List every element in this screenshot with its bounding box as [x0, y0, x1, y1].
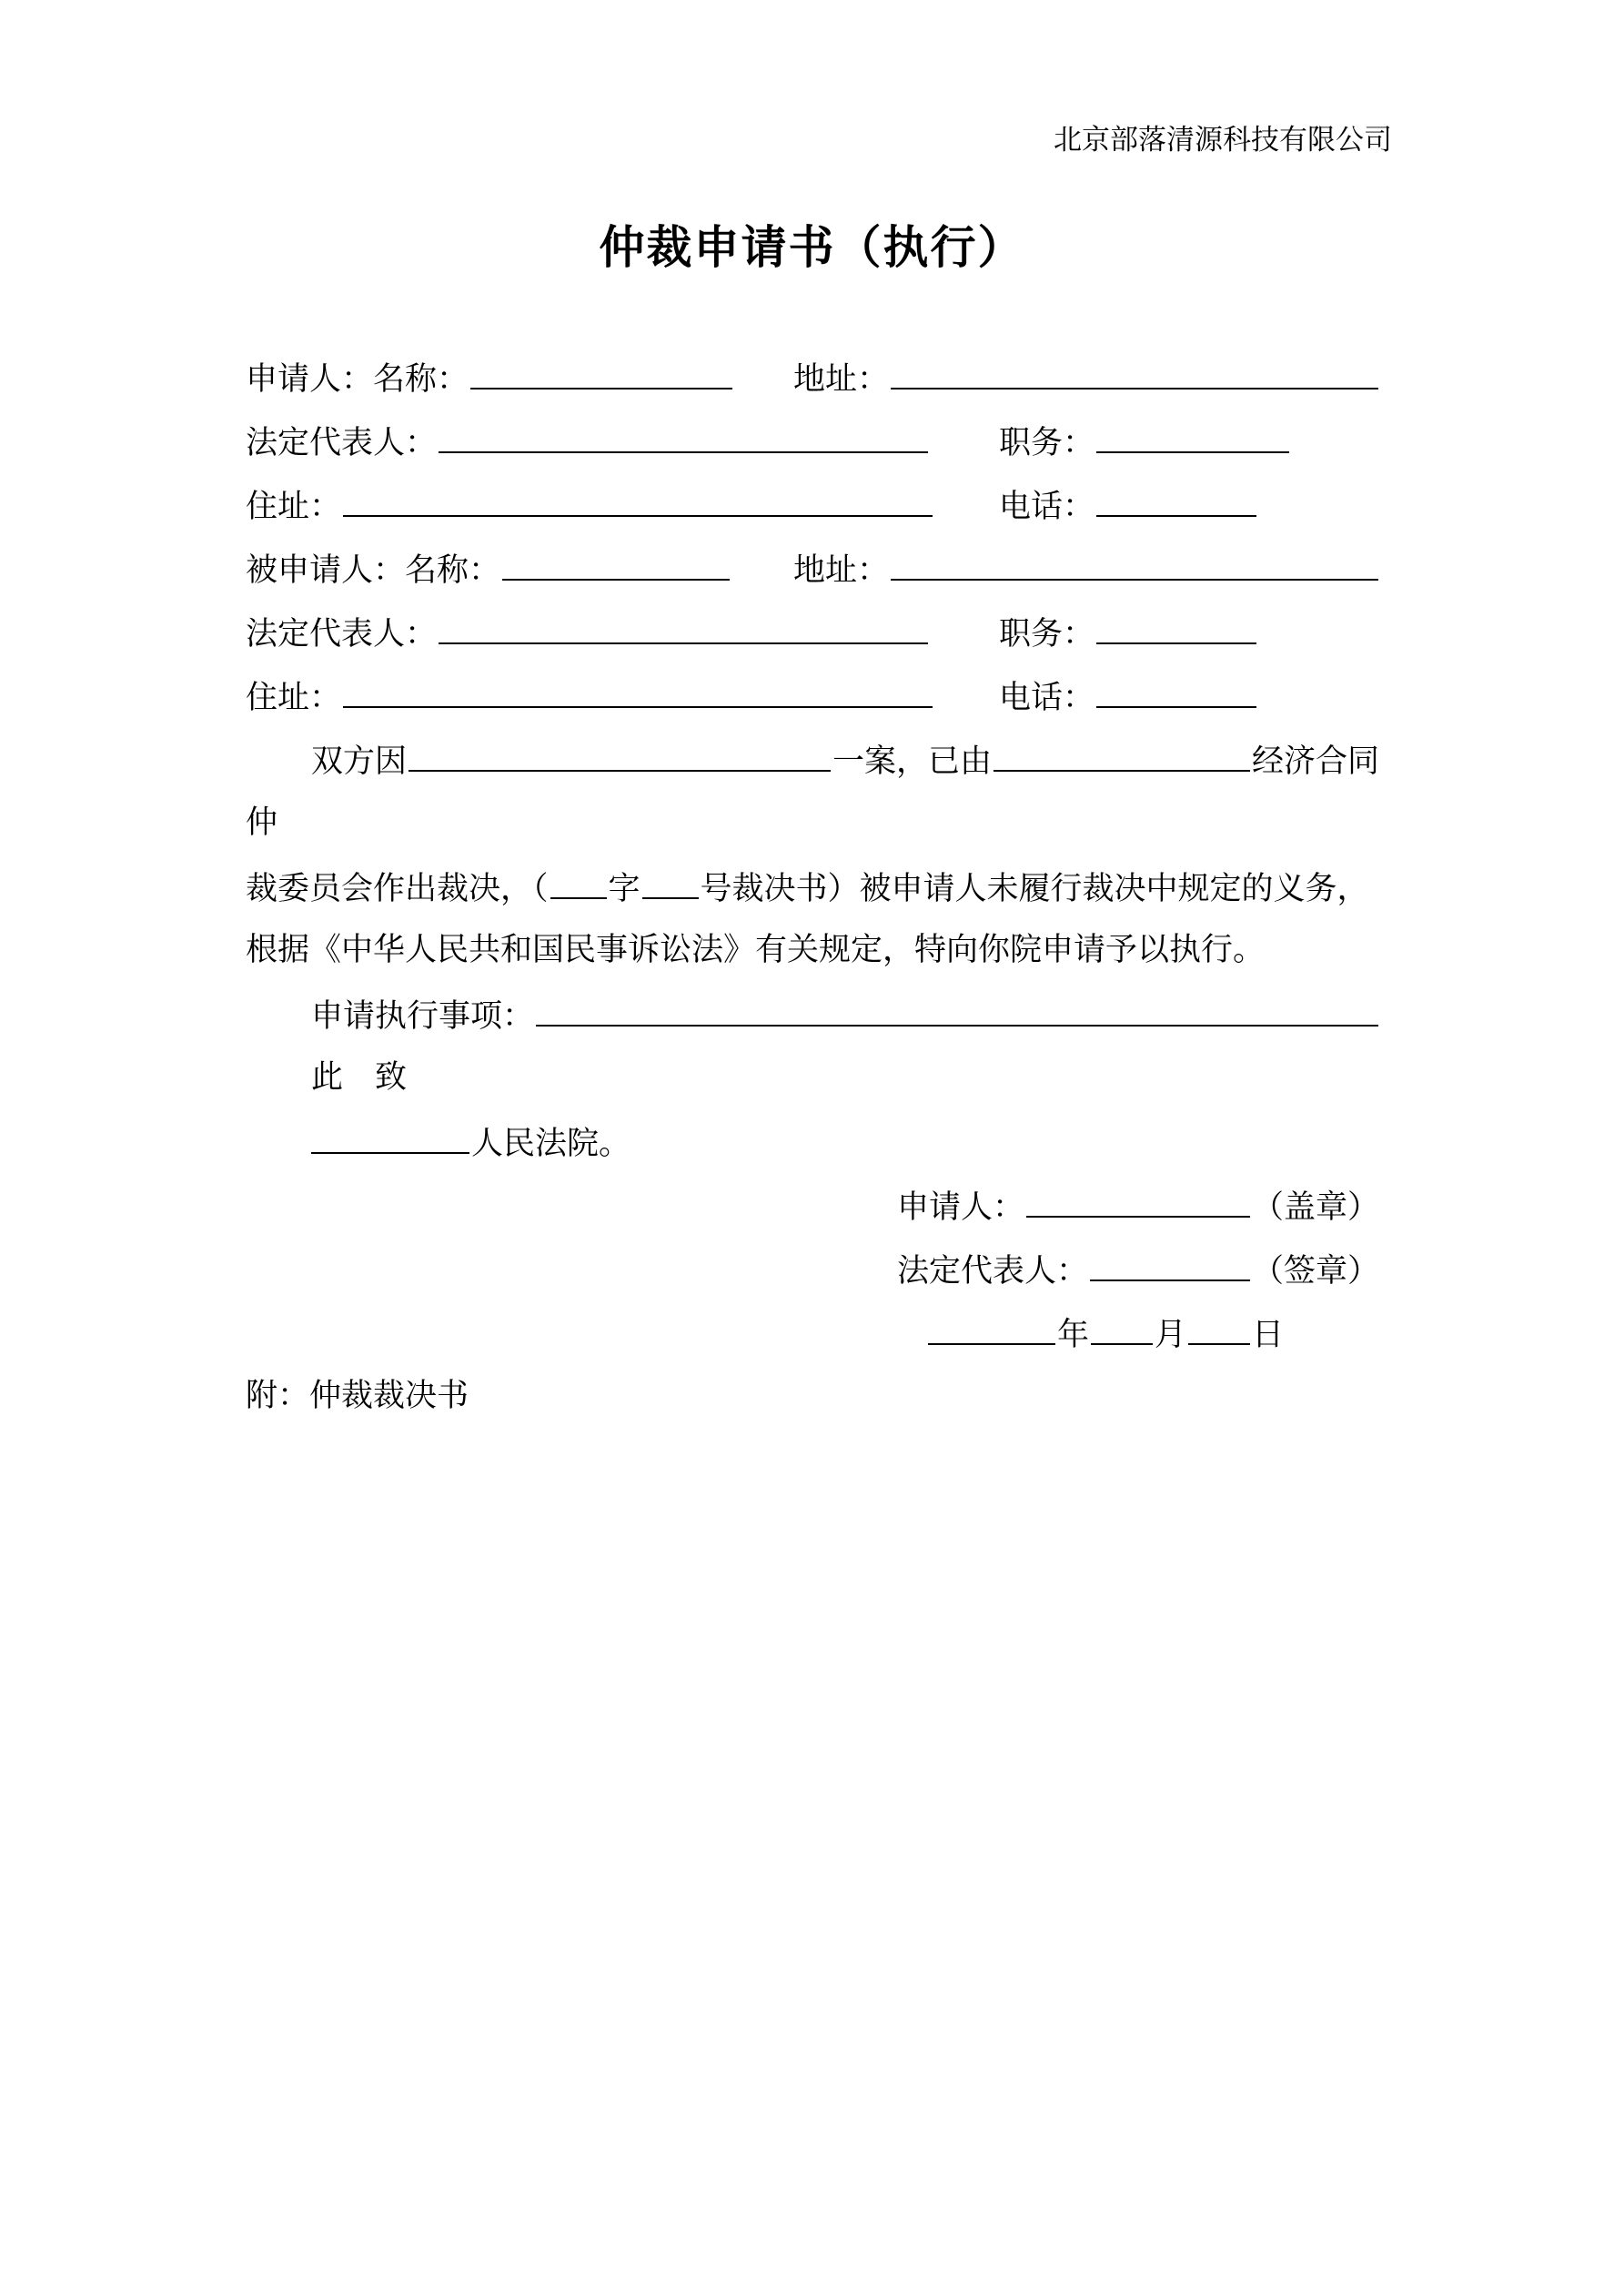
p1-case: 一案，已由 — [832, 743, 993, 780]
respondent-legal-rep-label: 法定代表人： — [246, 616, 438, 652]
p2-rest: 号裁决书）被申请人未履行裁决中规定的义务， — [700, 871, 1369, 907]
applicant-position-field[interactable] — [1096, 420, 1289, 453]
respondent-address-row — [793, 548, 1380, 591]
date-row — [928, 1312, 1284, 1355]
award-number-field[interactable] — [642, 866, 699, 899]
respondent-legal-rep-field[interactable] — [439, 612, 928, 644]
execution-matters-field[interactable] — [536, 994, 1378, 1027]
applicant-legal-rep-field[interactable] — [439, 420, 928, 453]
applicant-legal-rep-row — [246, 420, 930, 463]
signature-legal-rep-label: 法定代表人： — [897, 1253, 1089, 1290]
applicant-legal-rep-label: 法定代表人： — [246, 425, 438, 461]
applicant-address-field[interactable] — [891, 357, 1378, 389]
respondent-name-row — [246, 548, 731, 591]
applicant-residence-row — [246, 484, 934, 527]
company-name: 北京部落清源科技有限公司 — [1054, 124, 1392, 157]
signature-applicant-row — [897, 1185, 1379, 1228]
p2-zi: 字 — [608, 871, 641, 907]
p2-start: 裁委员会作出裁决，（ — [246, 871, 549, 907]
applicant-name-row — [246, 357, 734, 400]
applicant-name-label: 申请人：名称： — [246, 361, 469, 398]
respondent-position-label: 职务： — [999, 616, 1095, 652]
respondent-residence-row — [246, 675, 934, 718]
attachment-note: 附：仲裁裁决书 — [246, 1378, 469, 1414]
award-character-field[interactable] — [550, 866, 607, 899]
body-paragraph-2 — [246, 866, 1369, 909]
case-field[interactable] — [409, 739, 831, 772]
respondent-legal-rep-row — [246, 612, 930, 654]
p1-start: 双方因 — [311, 743, 408, 780]
respondent-name-label: 被申请人：名称： — [246, 552, 501, 589]
respondent-address-field[interactable] — [891, 548, 1378, 581]
p1-contract: 经济合同 — [1252, 743, 1380, 780]
applicant-residence-field[interactable] — [343, 484, 933, 517]
respondent-residence-label: 住址： — [246, 680, 342, 716]
signature-legal-rep-row — [897, 1249, 1379, 1291]
sign-note: （签章） — [1252, 1253, 1380, 1290]
applicant-residence-label: 住址： — [246, 489, 342, 525]
body-paragraph-1-wrap: 仲 — [246, 804, 278, 841]
execution-matters-label: 申请执行事项： — [311, 998, 535, 1035]
respondent-residence-field[interactable] — [343, 675, 933, 708]
court-suffix: 人民法院。 — [471, 1126, 631, 1162]
month-field[interactable] — [1091, 1312, 1153, 1345]
day-field[interactable] — [1188, 1312, 1250, 1345]
respondent-phone-label: 电话： — [999, 680, 1095, 716]
applicant-position-row — [999, 420, 1291, 463]
respondent-name-field[interactable] — [502, 548, 730, 581]
seal-note: （盖章） — [1252, 1189, 1380, 1226]
applicant-position-label: 职务： — [999, 425, 1095, 461]
respondent-phone-field[interactable] — [1096, 675, 1256, 708]
year-label: 年 — [1057, 1317, 1090, 1353]
month-label: 月 — [1155, 1317, 1187, 1353]
year-field[interactable] — [928, 1312, 1055, 1345]
body-paragraph-1 — [311, 739, 1379, 782]
respondent-address-label: 地址： — [793, 552, 890, 589]
applicant-name-field[interactable] — [470, 357, 732, 389]
applicant-phone-label: 电话： — [999, 489, 1095, 525]
applicant-phone-row — [999, 484, 1258, 527]
closing-salutation: 此 致 — [311, 1059, 408, 1096]
applicant-phone-field[interactable] — [1096, 484, 1256, 517]
court-row — [311, 1121, 630, 1164]
applicant-address-label: 地址： — [793, 361, 890, 398]
applicant-address-row — [793, 357, 1380, 400]
arbitration-committee-field[interactable] — [994, 739, 1250, 772]
body-paragraph-3: 根据《中华人民共和国民事诉讼法》有关规定，特向你院申请予以执行。 — [246, 932, 1266, 968]
signature-applicant-label: 申请人： — [897, 1189, 1025, 1226]
respondent-position-field[interactable] — [1096, 612, 1256, 644]
page-title: 仲裁申请书（执行） — [599, 220, 1025, 274]
signature-applicant-field[interactable] — [1026, 1185, 1250, 1218]
respondent-position-row — [999, 612, 1258, 654]
day-label: 日 — [1252, 1317, 1285, 1353]
signature-legal-rep-field[interactable] — [1090, 1249, 1250, 1281]
court-name-field[interactable] — [311, 1121, 469, 1154]
respondent-phone-row — [999, 675, 1258, 718]
execution-matters-row — [311, 994, 1380, 1037]
